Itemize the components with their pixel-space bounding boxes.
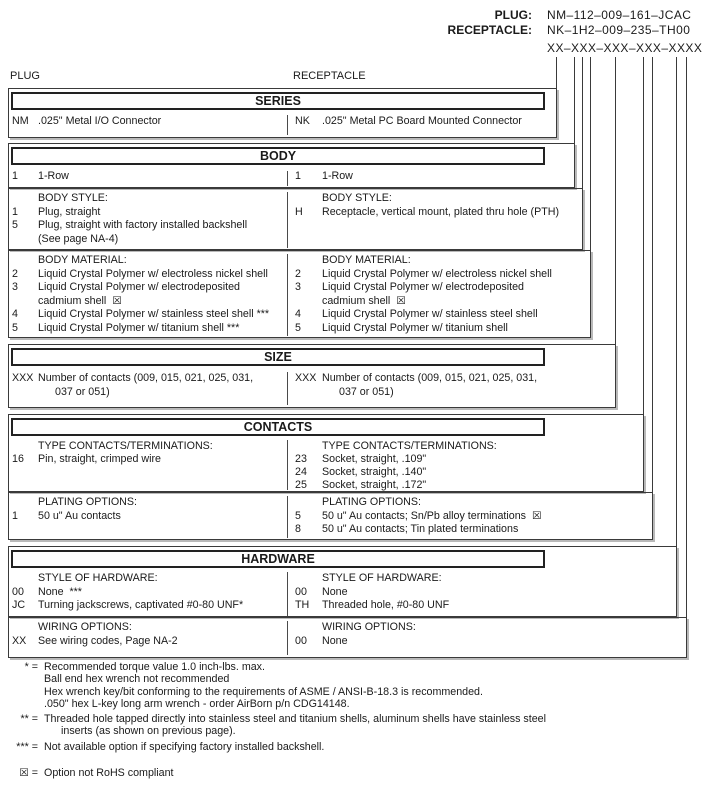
plating-plug-column: [12, 496, 287, 523]
footnotes: [8, 661, 546, 779]
wiring-receptacle-column: [295, 621, 682, 648]
not-rohs-icon: ☒ =: [19, 767, 38, 780]
option-row: [12, 295, 287, 309]
option-code: XXX: [295, 372, 317, 384]
section-series-header: SERIES: [11, 92, 545, 110]
option-code: 00: [12, 585, 24, 598]
option-code: 8: [295, 523, 301, 535]
option-text: See wiring codes, Page NA-2: [38, 634, 178, 647]
footnote-text: Recommended torque value 1.0 inch-lbs. max.: [44, 661, 265, 673]
section-contacts-header: CONTACTS: [11, 418, 545, 436]
option-text: cadmium shell ☒: [322, 294, 406, 307]
group-label-row: [12, 496, 287, 510]
group-label-row: [12, 192, 287, 206]
option-row: [295, 281, 586, 295]
group-label: BODY STYLE:: [38, 192, 108, 204]
option-row: [12, 510, 287, 524]
option-row: [12, 233, 287, 247]
body-row-plug-column: [12, 170, 287, 184]
group-label-row: [12, 254, 287, 268]
plug-part-number-value: NM–112–009–161–JCAC: [547, 8, 692, 22]
option-row: [12, 281, 287, 295]
option-code: NK: [295, 115, 310, 127]
group-label: STYLE OF HARDWARE:: [38, 572, 158, 584]
option-row: [12, 599, 287, 613]
option-code: JC: [12, 599, 26, 611]
option-text: 1-Row: [322, 170, 353, 182]
option-code: TH: [295, 599, 310, 611]
option-text: Pin, straight, crimped wire: [38, 453, 161, 465]
group-label: BODY MATERIAL:: [38, 254, 127, 266]
option-row: [12, 635, 287, 649]
group-label-row: [12, 440, 287, 453]
option-code: 24: [295, 466, 307, 478]
option-row: [295, 295, 586, 309]
option-text: Socket, straight, .140": [322, 466, 427, 478]
option-row: [295, 115, 552, 129]
option-row: [12, 115, 287, 129]
option-row: [295, 308, 586, 322]
series-plug-column: [12, 115, 287, 129]
option-row: [12, 386, 287, 400]
footnote-line: [8, 661, 546, 673]
footnote-line: [8, 686, 546, 698]
group-label-row: [12, 572, 287, 586]
footnote-symbol: *** =: [16, 740, 38, 753]
rohs-legend-text: Option not RoHS compliant: [44, 767, 174, 780]
option-text: None: [322, 585, 348, 598]
footnote-line: [8, 713, 546, 725]
option-code: XXX: [12, 372, 34, 384]
footnote-line: [8, 673, 546, 685]
option-code: 16: [12, 453, 24, 465]
section-body-row: [8, 143, 575, 188]
option-row: [295, 523, 648, 537]
option-text: Socket, straight, .172": [322, 479, 427, 491]
column-divider: [287, 192, 288, 248]
option-text: (See page NA-4): [38, 232, 119, 245]
section-contacts-plating: [8, 492, 653, 540]
option-text: Number of contacts (009, 015, 021, 025, 031,: [38, 372, 254, 384]
option-row: [12, 322, 287, 336]
option-code: 3: [295, 281, 301, 293]
option-row: [295, 586, 672, 600]
option-row: [295, 170, 570, 184]
footnote-text: Hex wrench key/bit conforming to the requirements of ASME / ANSI-B-18.3 is recommended.: [44, 685, 483, 698]
group-label-row: [12, 621, 287, 635]
option-code: 5: [12, 321, 18, 334]
receptacle-part-number-label: RECEPTACLE:: [447, 23, 532, 37]
option-text: cadmium shell ☒: [38, 294, 122, 307]
footnote-text: Threaded hole tapped directly into stainless steel and titanium shells, aluminum shells have stainless steel: [44, 713, 546, 726]
option-row: [295, 466, 639, 479]
option-code: 1: [12, 509, 18, 522]
option-code: 4: [12, 308, 18, 320]
footnote-symbol: [8, 698, 44, 710]
option-text: 50 u" Au contacts: [38, 509, 121, 522]
option-text: Liquid Crystal Polymer w/ electrodeposited: [38, 281, 240, 293]
option-row: [295, 479, 639, 492]
option-row: [295, 453, 639, 466]
group-label: BODY STYLE:: [322, 192, 392, 204]
option-code: 1: [12, 205, 18, 218]
section-body-style: [8, 188, 583, 250]
group-label-row: [295, 496, 648, 510]
group-label-row: [295, 254, 586, 268]
size-plug-column: [12, 372, 287, 399]
option-row: [295, 635, 682, 649]
rohs-legend: [8, 767, 546, 779]
group-label-row: [295, 621, 682, 635]
option-row: [12, 453, 287, 466]
body-style-plug-column: [12, 192, 287, 246]
hardware-style-plug-column: [12, 572, 287, 613]
column-label-plug: PLUG: [10, 70, 40, 82]
group-label: TYPE CONTACTS/TERMINATIONS:: [322, 440, 497, 452]
option-code: 5: [295, 509, 301, 522]
column-label-receptacle: RECEPTACLE: [293, 70, 366, 82]
option-code: 3: [12, 281, 18, 293]
group-label: BODY MATERIAL:: [322, 254, 411, 266]
plug-part-number-label: PLUG:: [494, 8, 532, 22]
option-text: Number of contacts (009, 015, 021, 025, 031,: [322, 372, 538, 384]
option-row: [295, 386, 611, 400]
option-code: 4: [295, 308, 301, 320]
section-body-header: BODY: [11, 147, 545, 165]
section-size-header: SIZE: [11, 348, 545, 366]
column-divider: [287, 254, 288, 336]
option-code: H: [295, 205, 303, 218]
option-text: Liquid Crystal Polymer w/ stainless steel shell: [322, 308, 538, 320]
group-label-row: [295, 572, 672, 586]
option-text: Threaded hole, #0-80 UNF: [322, 599, 450, 611]
hardware-style-receptacle-column: [295, 572, 672, 613]
option-row: [12, 372, 287, 386]
contacts-type-plug-column: [12, 440, 287, 466]
pn-line-body-style: [582, 57, 583, 188]
option-code: 2: [12, 267, 18, 280]
column-divider: [287, 372, 288, 405]
section-series: [8, 88, 557, 138]
group-label: TYPE CONTACTS/TERMINATIONS:: [38, 440, 213, 452]
pn-line-body-material: [590, 57, 591, 250]
column-divider: [287, 496, 288, 538]
footnote-line: [8, 725, 546, 737]
option-row: [12, 268, 287, 282]
pn-line-series: [556, 57, 557, 88]
footnote-text: Ball end hex wrench not recommended: [44, 673, 230, 686]
option-code: 23: [295, 453, 307, 465]
option-text: .025" Metal PC Board Mounted Connector: [322, 115, 522, 127]
pn-line-wiring: [686, 57, 687, 617]
option-row: [12, 206, 287, 220]
footnote-text: .050" hex L-key long arm wrench - order AirBorn p/n CDG14148.: [44, 697, 350, 710]
option-text: 037 or 051): [339, 385, 394, 398]
option-text: None: [322, 634, 348, 647]
body-row-receptacle-column: [295, 170, 570, 184]
section-hardware-header: HARDWARE: [11, 550, 545, 568]
option-text: Plug, straight with factory installed backshell: [38, 219, 248, 231]
group-label: WIRING OPTIONS:: [322, 621, 416, 633]
footnote-text: inserts (as shown on previous page).: [61, 725, 236, 738]
option-row: [12, 308, 287, 322]
option-text: Liquid Crystal Polymer w/ electrodeposited: [322, 281, 524, 293]
section-contacts-type: [8, 414, 644, 492]
group-label-row: [295, 440, 639, 453]
option-code: 5: [295, 321, 301, 334]
footnote-symbol: [8, 686, 44, 698]
option-row: [295, 268, 586, 282]
option-text: .025" Metal I/O Connector: [38, 115, 162, 127]
option-text: None ***: [38, 585, 82, 598]
option-text: Socket, straight, .109": [322, 453, 427, 465]
option-code: [12, 233, 38, 247]
section-hardware-wiring: [8, 617, 687, 658]
footnote-line: [8, 698, 546, 710]
body-style-receptacle-column: [295, 192, 578, 219]
footnote-line: [8, 741, 546, 753]
option-text: Receptacle, vertical mount, plated thru hole (PTH): [322, 205, 560, 218]
option-row: [295, 599, 672, 613]
part-number-pattern: XX–XXX–XXX–XXX–XXXX: [547, 41, 703, 55]
group-label-row: [295, 192, 578, 206]
section-body-material: [8, 250, 591, 338]
option-row: [12, 586, 287, 600]
column-divider: [287, 621, 288, 655]
option-code: 00: [295, 634, 307, 647]
pn-line-hardware-style: [676, 57, 677, 546]
option-text: Liquid Crystal Polymer w/ titanium shell: [322, 321, 508, 334]
option-code: 00: [295, 585, 307, 598]
option-code: [295, 295, 322, 309]
pn-line-size: [615, 57, 616, 344]
section-size: [8, 344, 616, 408]
option-code: 1: [295, 170, 301, 182]
option-code: 5: [12, 219, 18, 231]
option-text: 037 or 051): [55, 385, 110, 398]
group-label: STYLE OF HARDWARE:: [322, 572, 442, 584]
footnote-symbol: [8, 673, 44, 685]
option-text: 50 u" Au contacts; Tin plated terminations: [322, 523, 519, 535]
pn-line-contact-type: [643, 57, 644, 414]
footnote-symbol: ** =: [20, 713, 38, 726]
body-material-receptacle-column: [295, 254, 586, 335]
wiring-plug-column: [12, 621, 287, 648]
option-text: Liquid Crystal Polymer w/ electroless nickel shell: [38, 267, 268, 280]
receptacle-part-number-value: NK–1H2–009–235–TH00: [547, 23, 691, 37]
option-text: Liquid Crystal Polymer w/ electroless nickel shell: [322, 267, 552, 280]
column-divider: [287, 440, 288, 490]
option-row: [12, 219, 287, 233]
plating-receptacle-column: [295, 496, 648, 537]
series-receptacle-column: [295, 115, 552, 129]
option-row: [295, 510, 648, 524]
contacts-type-receptacle-column: [295, 440, 639, 492]
option-row: [12, 170, 287, 184]
group-label: WIRING OPTIONS:: [38, 621, 132, 633]
option-code: 25: [295, 479, 307, 491]
option-text: Liquid Crystal Polymer w/ stainless steel shell ***: [38, 308, 270, 320]
option-code: [12, 295, 38, 309]
option-row: [295, 372, 611, 386]
option-code: 1: [12, 170, 18, 182]
option-row: [295, 206, 578, 220]
option-code: XX: [12, 634, 27, 647]
option-code: NM: [12, 115, 29, 127]
option-text: Liquid Crystal Polymer w/ titanium shell ***: [38, 321, 240, 334]
footnote-text: Not available option if specifying factory installed backshell.: [44, 740, 325, 753]
footnote-symbol: [8, 725, 44, 737]
section-hardware-style: [8, 546, 677, 617]
option-text: Turning jackscrews, captivated #0-80 UNF*: [38, 599, 244, 611]
pn-line-body-row: [574, 57, 575, 143]
pn-line-plating: [652, 57, 653, 492]
footnote-symbol: * =: [24, 661, 38, 673]
group-label: PLATING OPTIONS:: [322, 496, 421, 508]
body-material-plug-column: [12, 254, 287, 335]
column-divider: [287, 171, 288, 186]
option-text: 1-Row: [38, 170, 69, 182]
option-text: 50 u" Au contacts; Sn/Pb alloy terminations ☒: [322, 509, 542, 522]
option-code: 2: [295, 267, 301, 280]
size-receptacle-column: [295, 372, 611, 399]
column-divider: [287, 115, 288, 135]
option-text: Plug, straight: [38, 205, 101, 218]
column-divider: [287, 572, 288, 616]
group-label: PLATING OPTIONS:: [38, 496, 137, 508]
option-row: [295, 322, 586, 336]
